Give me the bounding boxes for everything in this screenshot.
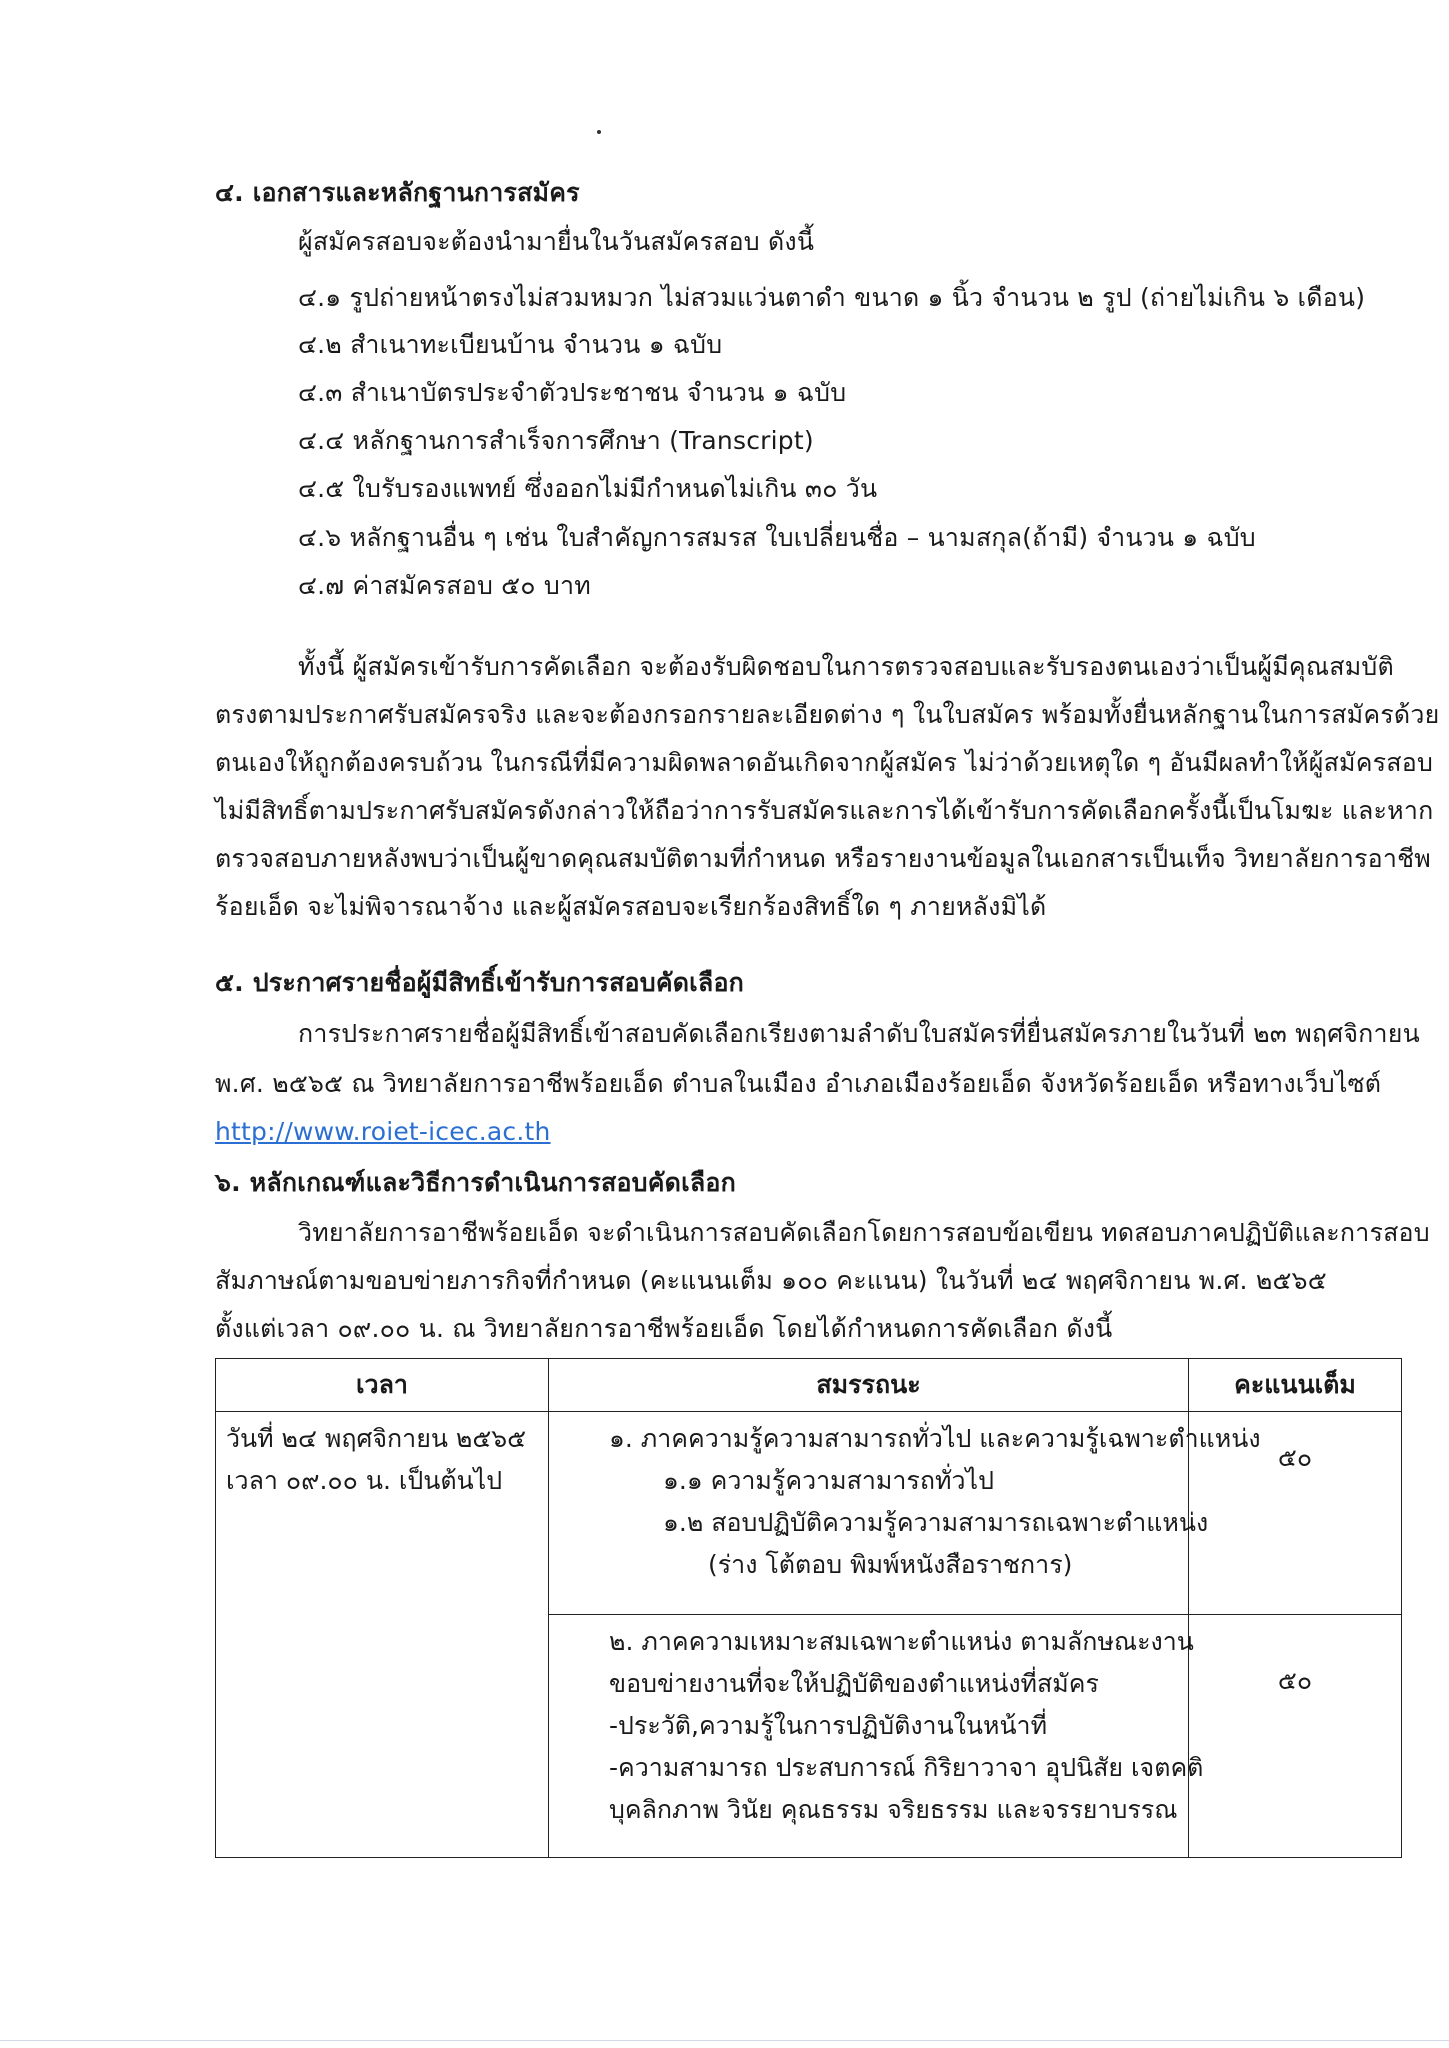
section-4-item: ๔.๔ หลักฐานการสำเร็จการศึกษา (Transcript) [298, 426, 814, 455]
competency-subitem: ๑.๑ ความรู้ความสามารถทั่วไป [663, 1466, 994, 1495]
competency-item-line: บุคลิกภาพ วินัย คุณธรรม จริยธรรม และจรรยาบรรณ [609, 1795, 1178, 1824]
competency-item-line: -ประวัติ,ความรู้ในการปฏิบัติงานในหน้าที่ [609, 1711, 1048, 1740]
score-cell-1: ๕๐ [1189, 1412, 1402, 1615]
table-header-score: คะแนนเต็ม [1189, 1359, 1402, 1412]
section-4-intro: ผู้สมัครสอบจะต้องนำมายื่นในวันสมัครสอบ ดังนี้ [298, 227, 815, 256]
section-4-item: ๔.๒ สำเนาทะเบียนบ้าน จำนวน ๑ ฉบับ [298, 330, 723, 359]
section-6-heading: ๖. หลักเกณฑ์และวิธีการดำเนินการสอบคัดเลือก [215, 1168, 736, 1197]
score-cell-2: ๕๐ [1189, 1615, 1402, 1858]
page-bottom-edge [0, 2040, 1449, 2041]
section-4-paragraph-line: ทั้งนี้ ผู้สมัครเข้ารับการคัดเลือก จะต้องรับผิดชอบในการตรวจสอบและรับรองตนเองว่าเป็นผู้มีคุณสมบัติ [298, 652, 1394, 681]
section-4-paragraph-line: ร้อยเอ็ด จะไม่พิจารณาจ้าง และผู้สมัครสอบจะเรียกร้องสิทธิ์ใด ๆ ภายหลังมิได้ [215, 892, 1047, 921]
competency-item: ๒. ภาคความเหมาะสมเฉพาะตำแหน่ง ตามลักษณะงาน [609, 1627, 1194, 1656]
competency-item-line: ขอบข่ายงานที่จะให้ปฏิบัติของตำแหน่งที่สมัคร [609, 1669, 1099, 1698]
competency-cell-1 [549, 1412, 1261, 1615]
section-5-paragraph-line: พ.ศ. ๒๕๖๕ ณ วิทยาลัยการอาชีพร้อยเอ็ด ตำบลในเมือง อำเภอเมืองร้อยเอ็ด จังหวัดร้อยเอ็ด หรือทางเว็บไซต์ [215, 1069, 1382, 1098]
website-link[interactable]: http://www.roiet-icec.ac.th [215, 1117, 551, 1146]
time-date: วันที่ ๒๔ พฤศจิกายน ๒๕๖๕ [226, 1424, 527, 1453]
section-5-paragraph-line: การประกาศรายชื่อผู้มีสิทธิ์เข้าสอบคัดเลือกเรียงตามลำดับใบสมัครที่ยื่นสมัครภายในวันที่ ๒๓ พฤศจิกายน [298, 1019, 1420, 1048]
selection-criteria-table [215, 1358, 1402, 1858]
section-6-paragraph-line: สัมภาษณ์ตามขอบข่ายภารกิจที่กำหนด (คะแนนเต็ม ๑๐๐ คะแนน) ในวันที่ ๒๔ พฤศจิกายน พ.ศ. ๒๕๖๕ [215, 1266, 1327, 1295]
section-4-paragraph-line: ตนเองให้ถูกต้องครบถ้วน ในกรณีที่มีความผิดพลาดอันเกิดจากผู้สมัคร ไม่ว่าด้วยเหตุใด ๆ อันมีผลทำให้ผู้สมัครสอบ [215, 748, 1434, 777]
section-4-item: ๔.๑ รูปถ่ายหน้าตรงไม่สวมหมวก ไม่สวมแว่นตาดำ ขนาด ๑ นิ้ว จำนวน ๒ รูป (ถ่ายไม่เกิน ๖ เดือน) [298, 283, 1366, 312]
competency-subitem: ๑.๒ สอบปฏิบัติความรู้ความสามารถเฉพาะตำแหน่ง [663, 1508, 1209, 1537]
section-4-paragraph-line: ตรงตามประกาศรับสมัครจริง และจะต้องกรอกรายละเอียดต่าง ๆ ในใบสมัคร พร้อมทั้งยื่นหลักฐานในการสมัครด้วย [215, 700, 1440, 729]
scan-speck [597, 130, 601, 134]
section-4-heading: ๔. เอกสารและหลักฐานการสมัคร [215, 178, 580, 207]
competency-item-line: -ความสามารถ ประสบการณ์ กิริยาวาจา อุปนิสัย เจตคติ [609, 1753, 1204, 1782]
table-header-time: เวลา [216, 1359, 549, 1412]
section-4-item: ๔.๓ สำเนาบัตรประจำตัวประชาชน จำนวน ๑ ฉบับ [298, 378, 847, 407]
time-hour: เวลา ๐๙.๐๐ น. เป็นต้นไป [226, 1466, 503, 1495]
section-4-item: ๔.๖ หลักฐานอื่น ๆ เช่น ใบสำคัญการสมรส ใบเปลี่ยนชื่อ – นามสกุล(ถ้ามี) จำนวน ๑ ฉบับ [298, 523, 1256, 552]
section-5-heading: ๕. ประกาศรายชื่อผู้มีสิทธิ์เข้ารับการสอบคัดเลือก [215, 968, 745, 997]
section-6-paragraph-line: วิทยาลัยการอาชีพร้อยเอ็ด จะดำเนินการสอบคัดเลือกโดยการสอบข้อเขียน ทดสอบภาคปฏิบัติและการสอบ [298, 1218, 1430, 1247]
section-4-item: ๔.๕ ใบรับรองแพทย์ ซึ่งออกไม่มีกำหนดไม่เกิน ๓๐ วัน [298, 474, 878, 503]
table-header-row [216, 1359, 1402, 1412]
competency-cell-2 [549, 1615, 1204, 1858]
table-header-competency: สมรรถนะ [549, 1359, 1189, 1412]
time-cell [216, 1412, 549, 1858]
section-4-paragraph-line: ตรวจสอบภายหลังพบว่าเป็นผู้ขาดคุณสมบัติตามที่กำหนด หรือรายงานข้อมูลในเอกสารเป็นเท็จ วิทยาลัยการอาชีพ [215, 844, 1431, 873]
competency-item: ๑. ภาคความรู้ความสามารถทั่วไป และความรู้เฉพาะตำแหน่ง [609, 1424, 1261, 1453]
section-6-paragraph-line: ตั้งแต่เวลา ๐๙.๐๐ น. ณ วิทยาลัยการอาชีพร้อยเอ็ด โดยได้กำหนดการคัดเลือก ดังนี้ [215, 1314, 1113, 1343]
section-4-paragraph-line: ไม่มีสิทธิ์ตามประกาศรับสมัครดังกล่าวให้ถือว่าการรับสมัครและการได้เข้ารับการคัดเลือกครั้งนี้เป็นโมฆะ และหาก [215, 796, 1434, 825]
section-4-item: ๔.๗ ค่าสมัครสอบ ๕๐ บาท [298, 571, 591, 600]
competency-note: (ร่าง โต้ตอบ พิมพ์หนังสือราชการ) [708, 1550, 1073, 1579]
table-row [216, 1412, 1402, 1615]
